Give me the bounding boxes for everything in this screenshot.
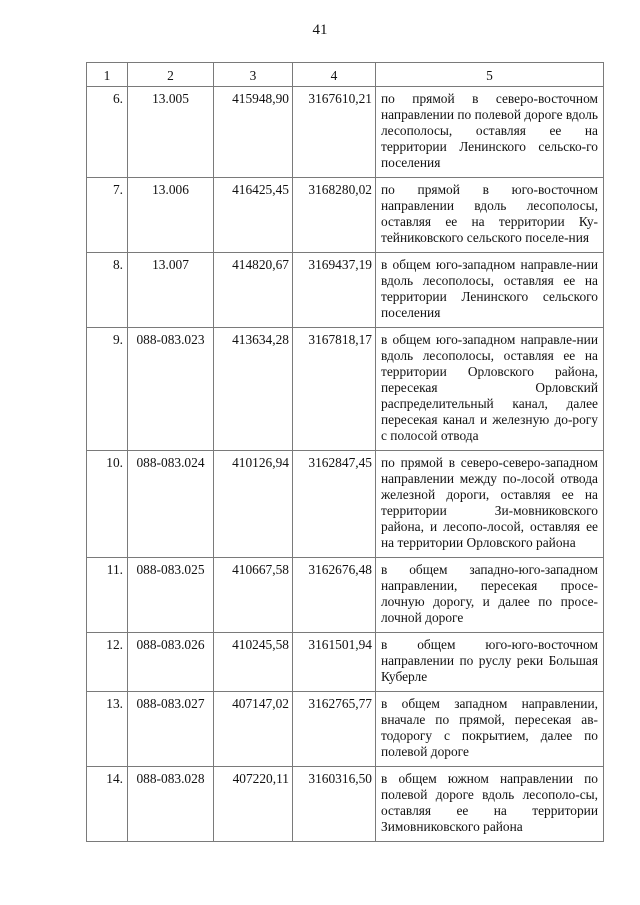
coordinate-x: 407147,02 — [214, 692, 293, 767]
row-number: 12. — [87, 633, 128, 692]
header-cell-5: 5 — [376, 63, 604, 87]
boundary-description: в общем юго-юго-восточном направлении по руслу реки Большая Куберле — [376, 633, 604, 692]
page-number: 41 — [312, 22, 328, 38]
coordinate-x: 413634,28 — [214, 328, 293, 451]
boundary-description: в общем юго-западном направле-нии вдоль лесополосы, оставляя ее на территории Ленинского сельского поселения — [376, 253, 604, 328]
coordinate-y: 3162847,45 — [293, 451, 376, 558]
point-id: 088-083.028 — [128, 767, 214, 842]
coordinate-y: 3162676,48 — [293, 558, 376, 633]
table-row — [87, 633, 604, 692]
boundary-table — [86, 62, 604, 842]
boundary-description: в общем западно-юго-западном направлении, пересекая просе-лочную дорогу, и далее по просе-лочной дороге — [376, 558, 604, 633]
coordinate-y: 3160316,50 — [293, 767, 376, 842]
coordinate-x: 416425,45 — [214, 178, 293, 253]
coordinate-y: 3167610,21 — [293, 87, 376, 178]
table-row — [87, 558, 604, 633]
point-id: 088-083.023 — [128, 328, 214, 451]
coordinate-y: 3161501,94 — [293, 633, 376, 692]
coordinate-y: 3169437,19 — [293, 253, 376, 328]
point-id: 13.006 — [128, 178, 214, 253]
row-number: 11. — [87, 558, 128, 633]
header-cell-3: 3 — [214, 63, 293, 87]
coordinate-x: 410245,58 — [214, 633, 293, 692]
point-id: 088-083.024 — [128, 451, 214, 558]
point-id: 088-083.026 — [128, 633, 214, 692]
coordinate-x: 414820,67 — [214, 253, 293, 328]
table-row — [87, 767, 604, 842]
boundary-description: по прямой в северо-северо-западном направлении между по-лосой отвода железной дороги, оставляя ее на территории Зи-мовниковского района, и лесопо-лосой, оставляя ее на территории Орловского района — [376, 451, 604, 558]
row-number: 6. — [87, 87, 128, 178]
header-row — [87, 63, 604, 87]
table-row — [87, 692, 604, 767]
row-number: 10. — [87, 451, 128, 558]
point-id: 088-083.025 — [128, 558, 214, 633]
coordinate-y: 3167818,17 — [293, 328, 376, 451]
boundary-description: в общем юго-западном направле-нии вдоль лесополосы, оставляя ее на территории Орловского района, пересекая Орловский распределительный канал, далее пересекая канал и железную до-рогу с полосой отвода — [376, 328, 604, 451]
coordinate-x: 407220,11 — [214, 767, 293, 842]
row-number: 13. — [87, 692, 128, 767]
boundary-description: по прямой в северо-восточном направлении по полевой дороге вдоль лесополосы, оставляя ее на территории Ленинского сельско-го поселения — [376, 87, 604, 178]
coordinate-y: 3162765,77 — [293, 692, 376, 767]
table-row — [87, 328, 604, 451]
coordinate-x: 415948,90 — [214, 87, 293, 178]
row-number: 7. — [87, 178, 128, 253]
coordinate-x: 410126,94 — [214, 451, 293, 558]
point-id: 13.005 — [128, 87, 214, 178]
boundary-description: в общем южном направлении по полевой дороге вдоль лесополо-сы, оставляя ее на территории Зимовниковского района — [376, 767, 604, 842]
table-row — [87, 87, 604, 178]
table-row — [87, 253, 604, 328]
header-cell-1: 1 — [87, 63, 128, 87]
point-id: 088-083.027 — [128, 692, 214, 767]
boundary-description: в общем западном направлении, вначале по прямой, пересекая ав-тодорогу с покрытием, далее по полевой дороге — [376, 692, 604, 767]
row-number: 9. — [87, 328, 128, 451]
table-row — [87, 451, 604, 558]
boundary-description: по прямой в юго-восточном направлении вдоль лесополосы, оставляя ее на территории Ку-тейниковского сельского поселе-ния — [376, 178, 604, 253]
table-row — [87, 178, 604, 253]
row-number: 8. — [87, 253, 128, 328]
coordinate-y: 3168280,02 — [293, 178, 376, 253]
header-cell-4: 4 — [293, 63, 376, 87]
row-number: 14. — [87, 767, 128, 842]
coordinate-x: 410667,58 — [214, 558, 293, 633]
header-cell-2: 2 — [128, 63, 214, 87]
point-id: 13.007 — [128, 253, 214, 328]
